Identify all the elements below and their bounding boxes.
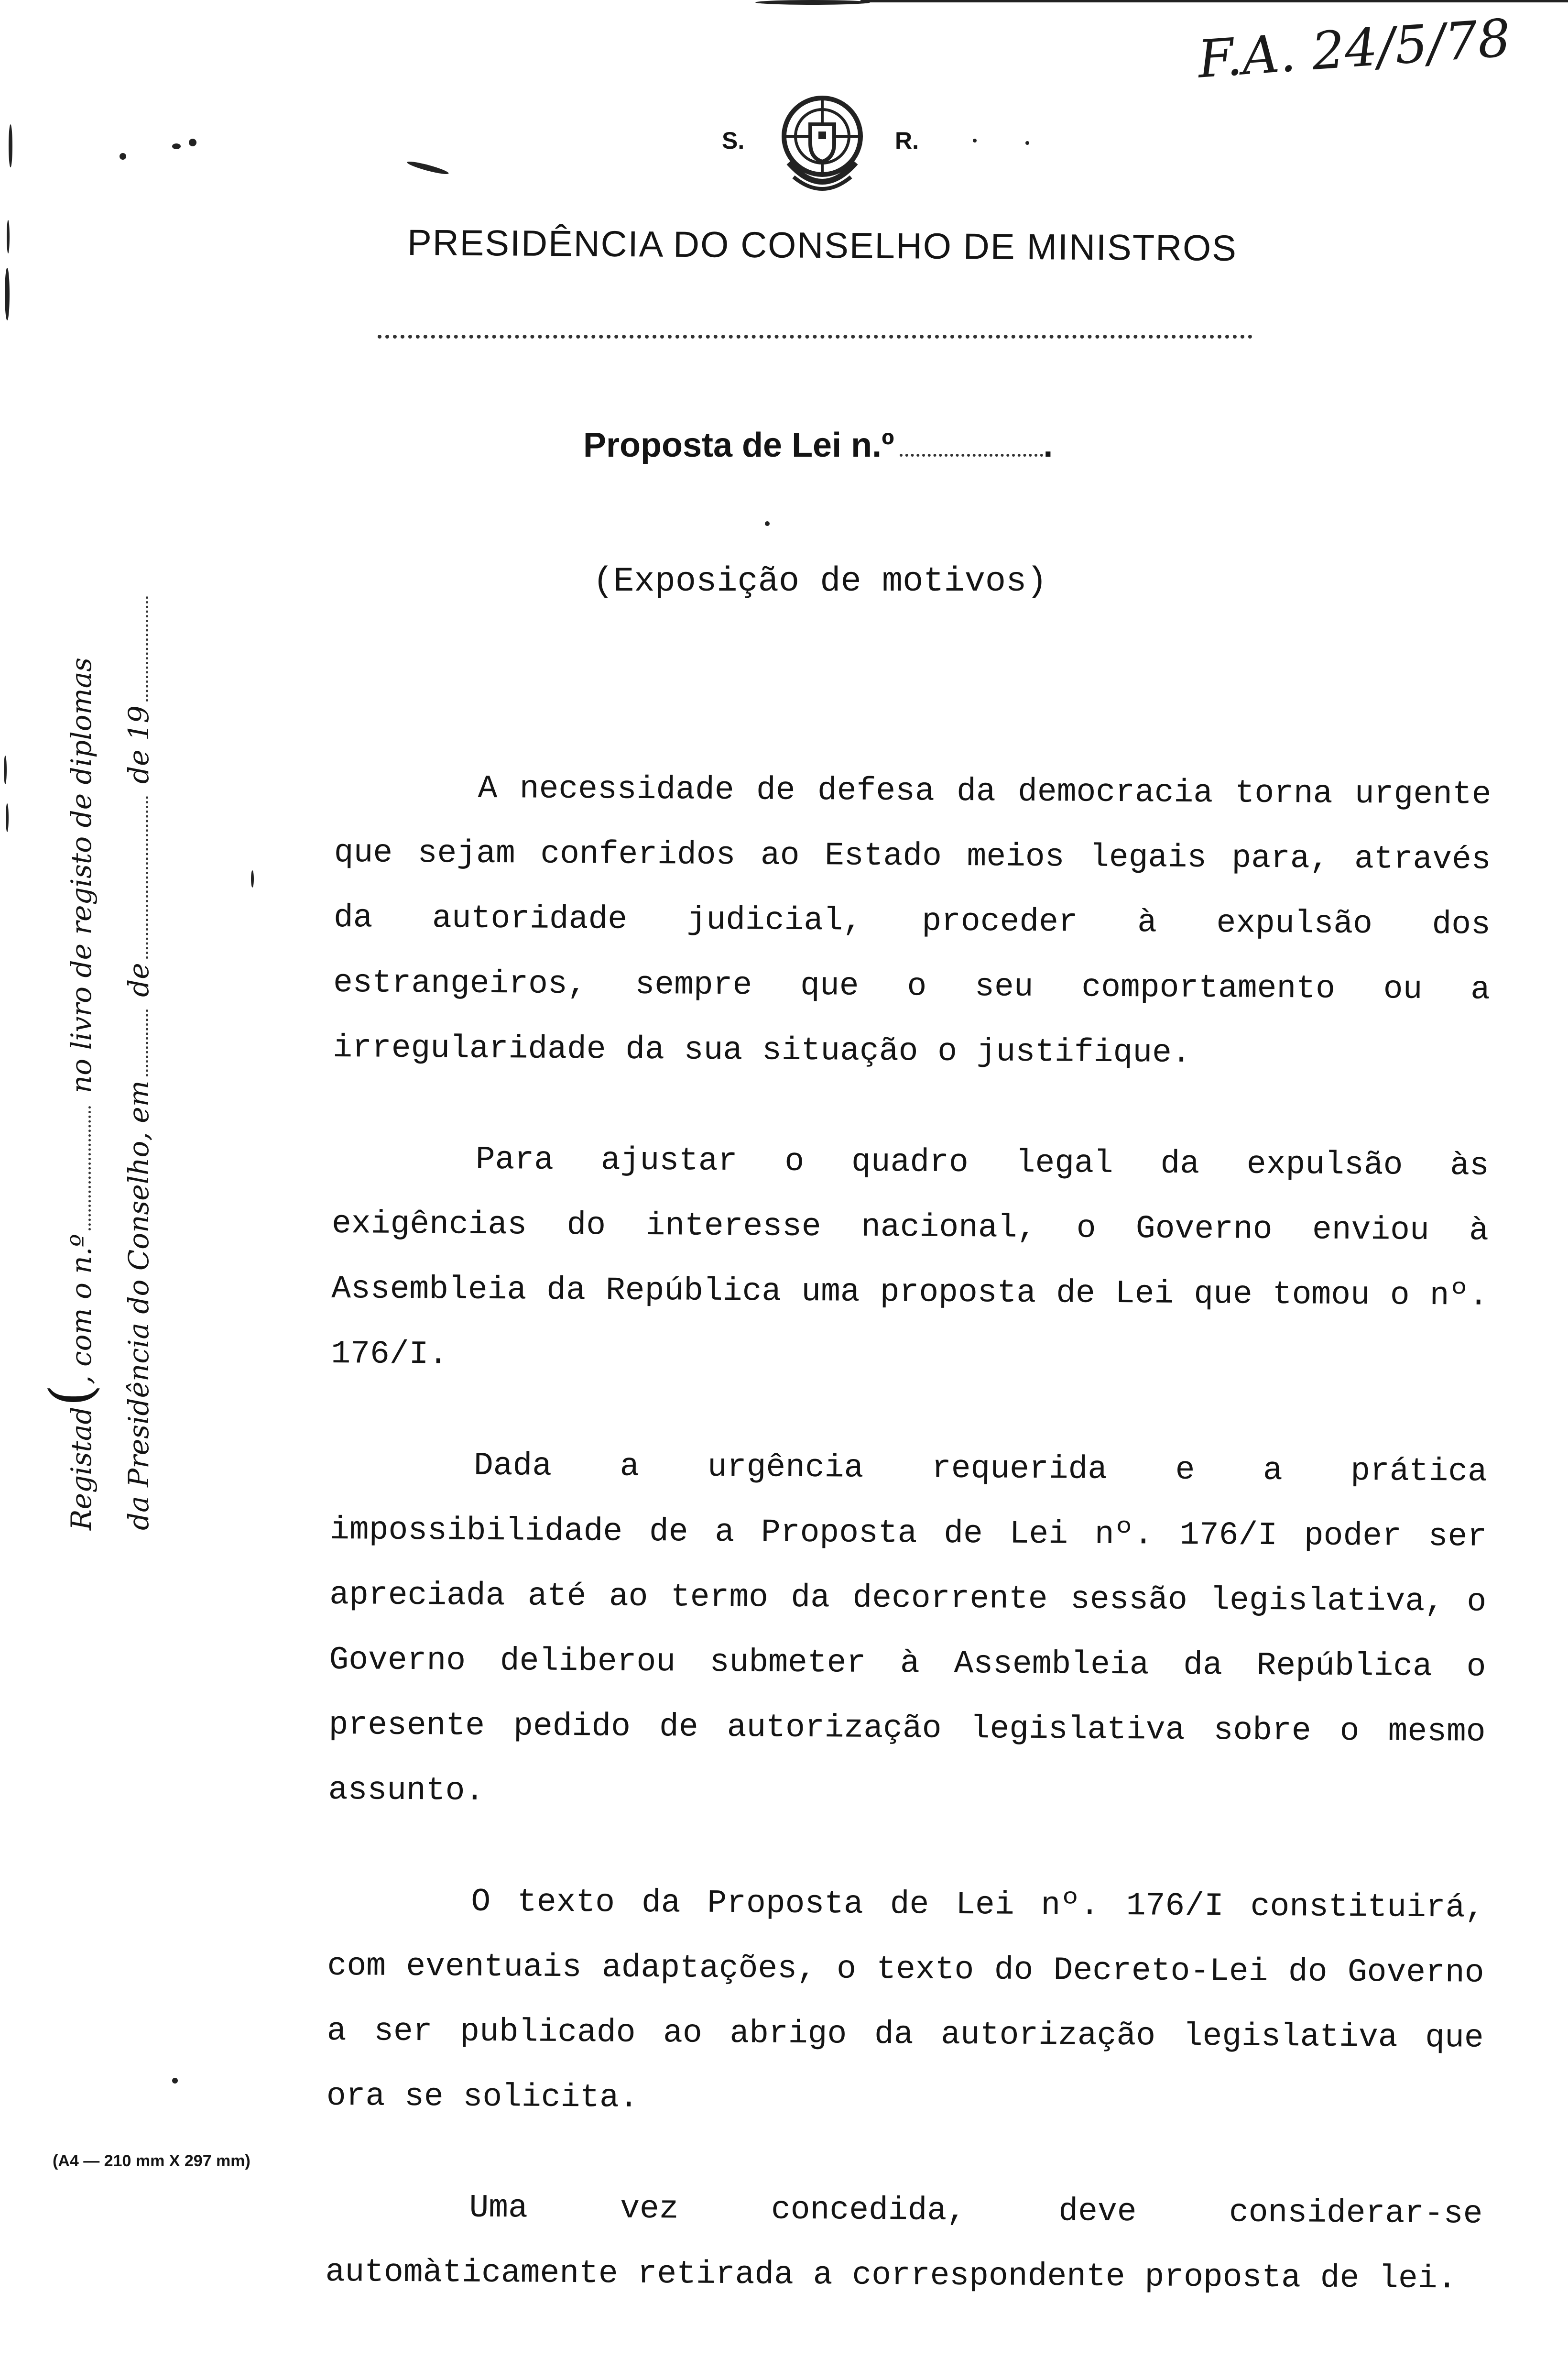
margin-text: com o n.º [65, 1234, 98, 1367]
header-rule [860, 0, 1568, 2]
document-subtitle: (Exposição de motivos) [593, 562, 1047, 601]
header-emblem-row [0, 86, 1568, 210]
proposal-heading: Proposta de Lei n.º . [583, 426, 1053, 464]
proposal-number-field [900, 454, 1043, 457]
scan-speck [189, 139, 196, 146]
margin-blank [146, 1009, 148, 1076]
page-title: PRESIDÊNCIA DO CONSELHO DE MINISTROS [407, 222, 1238, 269]
scan-speck [172, 2078, 178, 2084]
scan-speck [765, 521, 770, 526]
margin-text: da Presidência do Conselho, em [122, 1080, 155, 1530]
s-label: S. [722, 127, 745, 154]
paragraph: Dada a urgência requerida e a prática impossibilidade de a Proposta de Lei nº. 176/I poder ser apreciada até ao termo da decorrente sessão legislativa, o Governo deliberou submeter à Assembleia da República o presente pedido de autorização legislativa sobre o mesmo assunto. [328, 1447, 1488, 1810]
handwritten-annotation: F.A. 24/5/78 [1196, 8, 1513, 90]
margin-text: Registad [65, 1406, 98, 1530]
scan-speck [172, 143, 181, 149]
margin-blank [146, 796, 148, 959]
margin-text: de 19 [122, 705, 155, 784]
paragraph: Uma vez concedida, deve considerar-se automàticamente retirada a correspondente proposta de lei. [325, 2189, 1483, 2298]
header-mark [755, 0, 870, 5]
margin-blank [88, 1106, 91, 1230]
paragraph: Para ajustar o quadro legal da expulsão às exigências do interesse nacional, o Governo enviou à Assembleia da República uma proposta de Lei que tomou o nº. 176/I. [331, 1141, 1490, 1373]
scan-speck [251, 870, 254, 888]
proposal-label: Proposta de Lei n.º [583, 426, 894, 464]
coat-of-arms-icon [760, 86, 884, 201]
margin-registration-note [38, 657, 158, 1530]
margin-line-1: Registad(, com o n.º no livro de registo de diplomas [38, 657, 105, 1530]
scan-speck [973, 139, 977, 143]
body-text [325, 756, 1492, 2358]
scan-speck [120, 153, 126, 160]
margin-line-2 [110, 669, 167, 1530]
scan-edge [0, 0, 19, 2234]
paragraph: O texto da Proposta de Lei nº. 176/I constituirá, com eventuais adaptações, o texto do Decreto-Lei do Governo a ser publicado ao abrigo da autorização legislativa que ora se solicita. [326, 1883, 1485, 2117]
scan-speck [1025, 141, 1029, 145]
paper-format-note: (A4 — 210 mm X 297 mm) [53, 2152, 250, 2170]
brace-mark: ( [38, 1384, 105, 1407]
margin-text: de [122, 963, 155, 997]
margin-blank [146, 596, 148, 702]
paragraph: A necessidade de defesa da democracia torna urgente que sejam conferidos ao Estado meios legais para, através da autoridade judicial, proceder à expulsão dos estrangeiros, sempre que o seu comportamento ou a irregularidade da sua situação o justifique. [333, 770, 1492, 1072]
dotted-divider [378, 335, 1252, 339]
margin-text: no livro de registo de diplomas [65, 657, 98, 1094]
r-label: R. [895, 127, 919, 154]
